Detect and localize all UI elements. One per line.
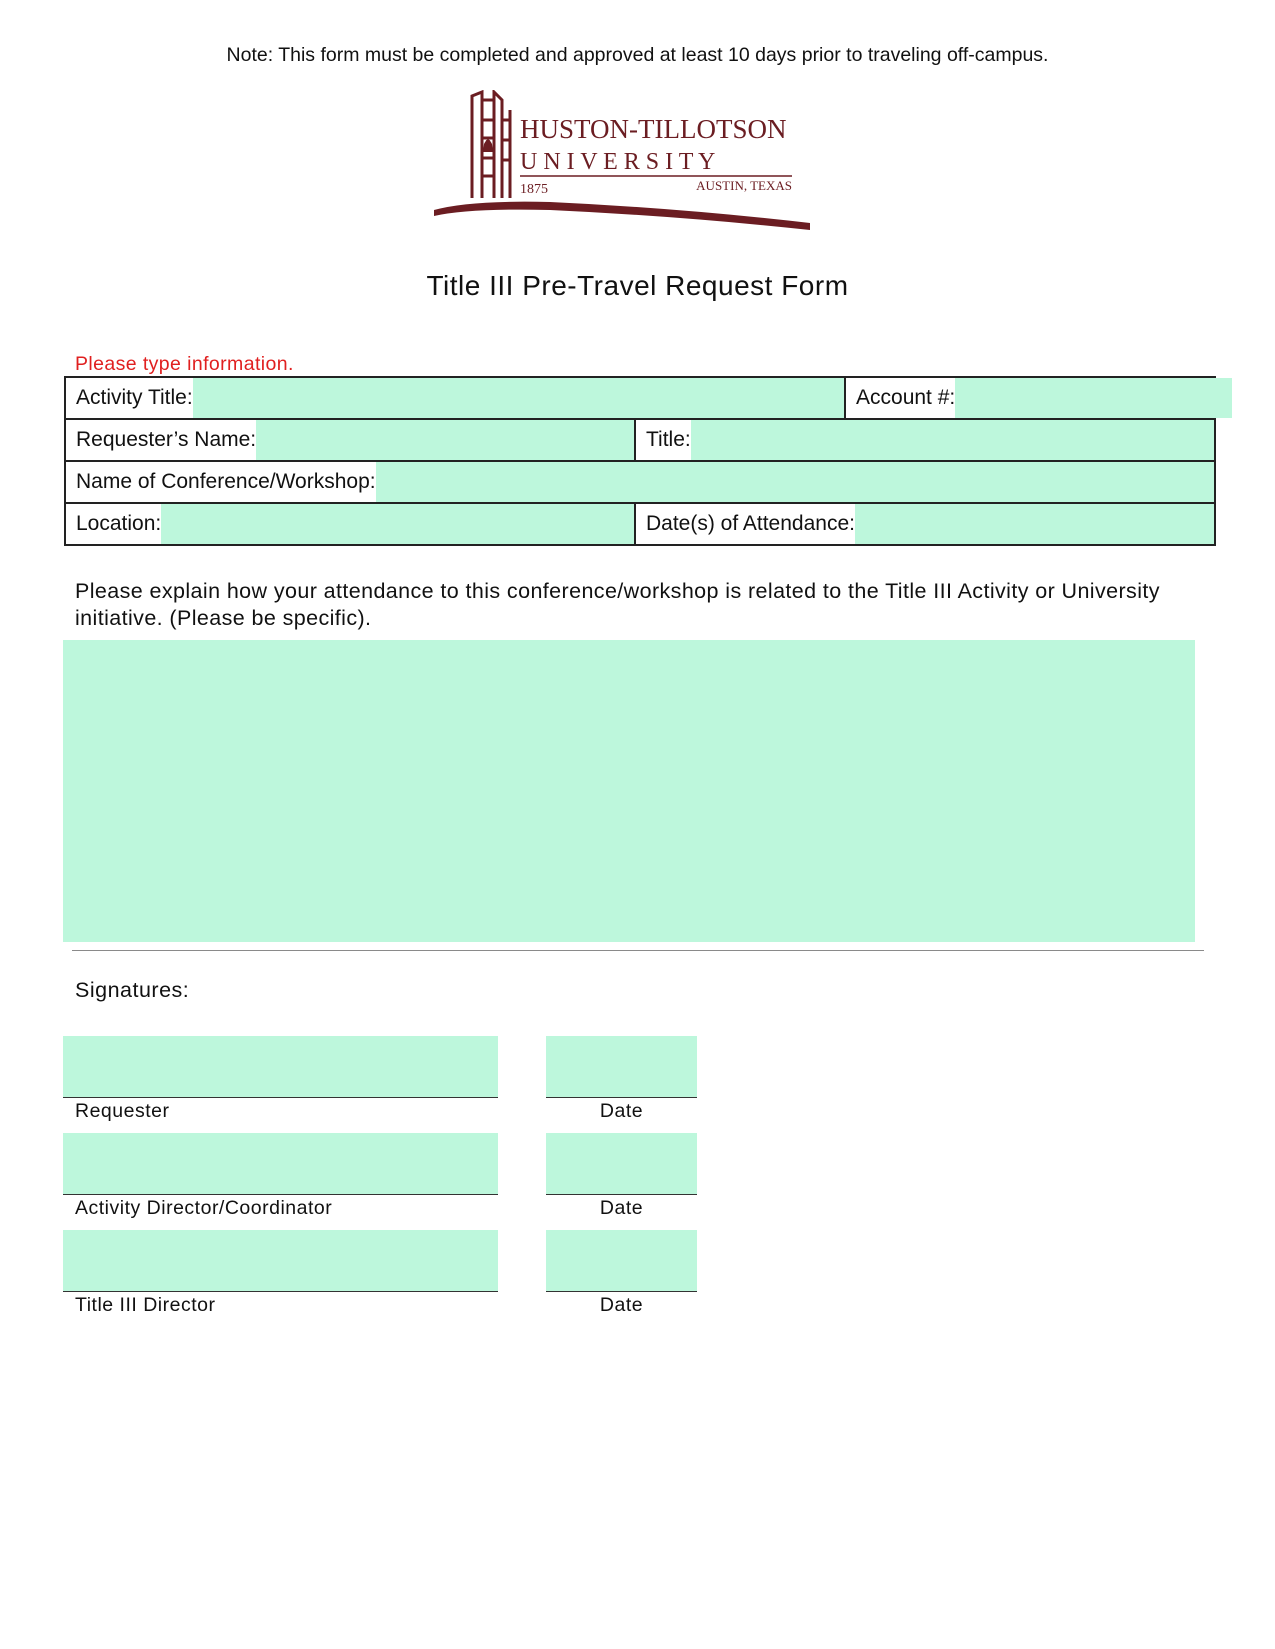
activity-title-cell xyxy=(65,377,845,419)
request-info-table xyxy=(64,376,1216,546)
dates-label: Date(s) of Attendance: xyxy=(646,512,855,535)
location-cell xyxy=(65,503,635,545)
requester-title-label: Title: xyxy=(646,428,691,451)
requester-date-field[interactable] xyxy=(546,1036,697,1098)
logo-university: U N I V E R S I T Y xyxy=(520,149,716,175)
director-coordinator-date-label: Date xyxy=(599,1197,644,1219)
requester-name-field[interactable] xyxy=(256,420,634,460)
requester-title-cell xyxy=(635,419,1215,461)
title-iii-director-signature-field[interactable] xyxy=(63,1230,498,1292)
table-row xyxy=(65,377,1215,419)
requester-name-label: Requester’s Name: xyxy=(76,428,257,451)
table-row xyxy=(65,461,1215,503)
conference-field[interactable] xyxy=(376,462,1214,502)
table-row xyxy=(65,419,1215,461)
logo-year: 1875 xyxy=(520,182,548,197)
logo-location: AUSTIN, TEXAS xyxy=(696,178,792,193)
title-iii-director-signature-label: Title III Director xyxy=(75,1294,216,1316)
title-iii-director-date-label: Date xyxy=(599,1294,644,1316)
activity-title-label: Activity Title: xyxy=(76,386,193,409)
director-coordinator-signature-field[interactable] xyxy=(63,1133,498,1195)
director-coordinator-signature-label: Activity Director/Coordinator xyxy=(75,1197,333,1219)
director-coordinator-date-field[interactable] xyxy=(546,1133,697,1195)
university-logo xyxy=(430,90,850,240)
account-cell xyxy=(845,377,1215,419)
requester-signature-field[interactable] xyxy=(63,1036,498,1098)
location-field[interactable] xyxy=(161,504,634,544)
account-field[interactable] xyxy=(955,378,1232,418)
requester-date-label: Date xyxy=(599,1100,644,1122)
requester-signature-label: Requester xyxy=(75,1100,170,1122)
requester-title-field[interactable] xyxy=(691,420,1214,460)
title-iii-director-date-field[interactable] xyxy=(546,1230,697,1292)
explanation-field[interactable] xyxy=(63,640,1195,942)
logo-name: HUSTON-TILLOTSON xyxy=(520,114,787,144)
section-divider xyxy=(72,950,1204,951)
form-title: Title III Pre-Travel Request Form xyxy=(426,270,849,301)
location-label: Location: xyxy=(76,512,162,535)
account-label: Account #: xyxy=(856,386,956,409)
deadline-note: Note: This form must be completed and approved at least 10 days prior to traveling off-campus. xyxy=(226,44,1049,66)
requester-name-cell xyxy=(65,419,635,461)
signatures-heading: Signatures: xyxy=(75,978,190,1002)
explanation-question: Please explain how your attendance to this conference/workshop is related to the Title III Activity or University initiative. (Please be specific). xyxy=(75,579,1160,630)
dates-field[interactable] xyxy=(855,504,1214,544)
table-row xyxy=(65,503,1215,545)
dates-cell xyxy=(635,503,1215,545)
activity-title-field[interactable] xyxy=(193,378,844,418)
conference-cell xyxy=(65,461,1215,503)
type-instruction: Please type information. xyxy=(75,353,294,375)
university-logo-graphic xyxy=(430,90,850,240)
conference-label: Name of Conference/Workshop: xyxy=(76,470,376,493)
